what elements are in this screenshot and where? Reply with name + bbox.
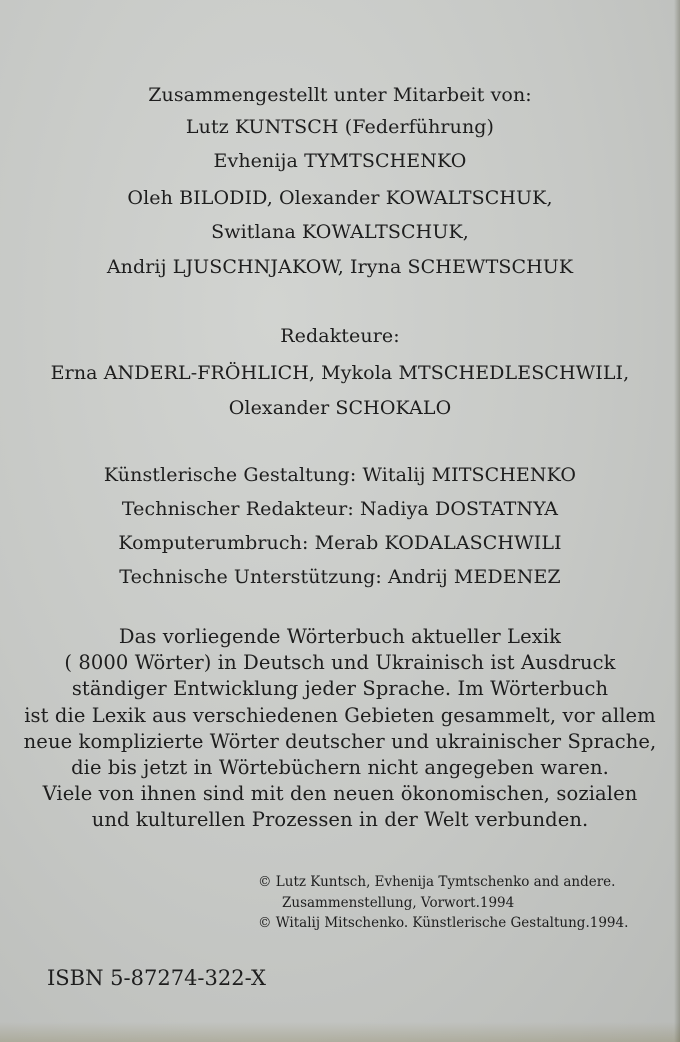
contributors-heading: Zusammengestellt unter Mitarbeit von: [148,84,532,106]
contributor-line: Oleh BILODID, Olexander KOWALTSCHUK, [127,187,553,209]
copyright-line: © Lutz Kuntsch, Evhenija Tymtschenko and andere. [258,874,616,890]
page-edge-shadow [674,0,680,1042]
description-line: Das vorliegende Wörterbuch aktueller Lexik [118,625,562,648]
contributor-line: Lutz KUNTSCH (Federführung) [185,116,495,138]
contributor-line: Switlana KOWALTSCHUK, [211,221,469,243]
copyright-line: © Witalij Mitschenko. Künstlerische Gestaltung.1994. [258,915,629,931]
description-line: neue komplizierte Wörter deutscher und ukrainischer Sprache, [23,730,657,753]
contributor-line: Evhenija TYMTSCHENKO [213,150,467,172]
description-line: ist die Lexik aus verschiedenen Gebieten gesammelt, vor allem [24,704,656,727]
description-line: und kulturellen Prozessen in der Welt verbunden. [91,808,589,831]
description-line: die bis jetzt in Wörtebüchern nicht angegeben waren. [71,756,609,779]
copyright-line: Zusammenstellung, Vorwort.1994 [282,895,515,911]
credit-line: Künstlerische Gestaltung: Witalij MITSCHENKO [103,464,577,486]
description-line: Viele von ihnen sind mit den neuen ökonomischen, sozialen [42,782,638,805]
page-edge-shadow [0,1022,680,1042]
description-line: ständiger Entwicklung jeder Sprache. Im Wörterbuch [71,677,609,700]
credit-line: Technischer Redakteur: Nadiya DOSTATNYA [121,498,559,520]
editor-line: Erna ANDERL-FRÖHLICH, Mykola MTSCHEDLESCHWILI, [50,362,630,384]
credit-line: Komputerumbruch: Merab KODALASCHWILI [118,532,562,554]
credit-line: Technische Unterstützung: Andrij MEDENEZ [119,566,561,588]
description-line: ( 8000 Wörter) in Deutsch und Ukrainisch ist Ausdruck [64,651,616,674]
contributor-line: Andrij LJUSCHNJAKOW, Iryna SCHEWTSCHUK [106,256,574,278]
editors-heading: Redakteure: [280,325,400,347]
editor-line: Olexander SCHOKALO [228,397,452,419]
isbn-number: ISBN 5-87274-322-X [47,966,266,990]
